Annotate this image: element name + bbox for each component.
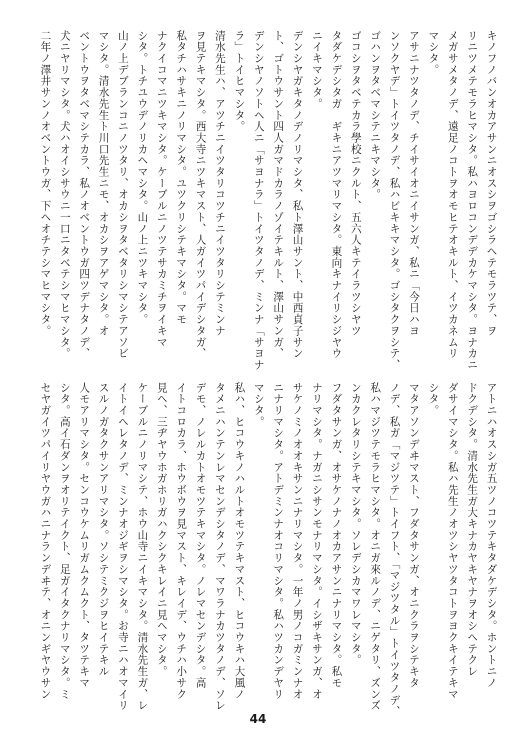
text-column: マシタ。 — [427, 30, 440, 76]
text-column: ゴハンヲタベマシテニキマシタ。 — [369, 30, 382, 201]
text-column: ニナリマシタ。アトデミンナオコリマシタ。私ハツカンデヤリ — [272, 382, 285, 700]
text-column: シタ。 — [427, 382, 440, 417]
text-column: ダサイマシタ。私ハ先生ノオツシヤツタコトヲヨクキイテキマ — [446, 382, 459, 700]
text-column: ベントウヲタベマシテカラ、私ノオベントウガ四ツデナタノデ、 — [78, 30, 91, 360]
text-column: タメニハンテンレマセンデシタノデ、マワラナカツタノデ、ソレ — [213, 382, 226, 712]
text-column: 私タチハサキニノリマシタ。ユツクリシテキマシタ。マモ — [175, 30, 188, 326]
text-column: シタ。トチユウデノリカヘマシタ。山ノ上ニツキマシタ。 — [136, 30, 149, 326]
text-column: ゴコシヲタベテカラ學校ニクルト、五六人キテイラツシヤツ — [349, 30, 362, 337]
text-column: ナリマシタ。ナガニシサンモナリマシタ。イシザキサンガ、オ — [310, 382, 323, 700]
text-column: キノフノバンオカアサンニオスシヲゴシラヘテモラツテ、ヲ — [485, 30, 498, 337]
text-column: スルノガタクサンアリマシタ。ソシテミクジヲヒイテキル — [97, 382, 110, 678]
text-column: 山ノ上デブランコニノツタリ、オカシヲタベタリシマシテアソビ — [116, 30, 129, 360]
text-column: マシタ。清水先生ト川口先生ニモ、オカシヲアゲマシタ。オ — [97, 30, 110, 337]
text-column: ドクデシタ。清水先生ガ大キナカヤキヤナヲオシヘテクレ — [466, 382, 479, 678]
text-column: ト、ゴトウサント四人ガマドカラノゾイテキルト、澤山サンガ、 — [272, 30, 285, 360]
text-column: 私ハ、ヒコウキノハルトオモツテキマスト、ヒコウキハ大風ノ — [233, 382, 246, 700]
page-number: 44 — [249, 712, 267, 726]
text-column: イトイヘレタノデ、ミンナオジギヲシマシタ。お寺ニハオマイリ — [116, 382, 129, 712]
text-column: ンカクレタリシテキマシタ。ソレデシカマワレマシタ。 — [349, 382, 362, 666]
text-column: メガサメタノデ、遠足ノコトヲオモヒテオキルト、イツカネムリ — [446, 30, 459, 360]
text-column: イトコロカラ、ホウボウヲ見マスト、キレイデ、ウチハ小サク — [175, 382, 188, 700]
text-column: ラ」トイヒマシタ。 — [233, 30, 246, 133]
text-column: ナクイコマニツキマシタ。ケーブルニノツテサカミチヲイキマ — [155, 30, 168, 348]
text-column: ニイキマシタ。 — [310, 30, 323, 110]
text-column: リニツメテモラヒマシタ。私ハヨロコンデデカケマシタ。ヨナカニ — [466, 30, 479, 371]
text-column: サケノミノオオキサンニナリマシタ。一年ノ男ノコガミンナオ — [291, 382, 304, 700]
text-column: デモ、ノレルカトオモツテキマシタ。ノレマセンデシタ。高 — [194, 382, 207, 689]
text-column: 二年ノ澤井サンノオベントウガ、下ヘオチテシマヒマシタ。 — [39, 30, 52, 337]
text-column: 清水先生ハ、アツチニイツタリコツチニイツタリシテミンナ — [213, 30, 226, 337]
text-column: ヲ見テキマシタ。西大寺ニツキマスト、人ガイツパイデシタガ、 — [194, 30, 207, 360]
text-column: アサニナツタノデ、チイサイオニイサンガ、私ニ「今日ハヨ — [407, 30, 420, 337]
text-column: マタアソンデヰマスト、フダタサンガ、オニクラヲシテキタ — [407, 382, 420, 689]
text-column: ノデ、私ガ「マジツテ」トイフト、「マジツタル」トイツタノデ、 — [388, 382, 401, 718]
text-column: 人モアリマシタ。センコウケムリガムクムクト、タツテキマ — [78, 382, 91, 689]
text-column: フダタサンガ、オサケノナノオカアサンニナリマシタ。私モ — [330, 382, 343, 689]
text-column: シタ。高イ石ダンヲオリテイクト、足ガイタクナリマシタ。ミ — [58, 382, 71, 700]
text-column: アトニハオスシガ五ツノコツテキタダケデシタ。ホントニノ — [485, 382, 498, 689]
text-column: セヤガイツパイリヤウガハニナランデヰテ、オニンギヤウサン — [39, 382, 52, 700]
text-column: 私ハマジツテモラヒマシタ。オニガ來ルノデ、ニゲタリ、ズンズ — [369, 382, 382, 712]
text-column: ンソクヤデ」トイツタノデ、私ハビキキマシタ。ゴシタクヲシテ、 — [388, 30, 401, 371]
text-column: デンシヤガキタノデノリマシタ、私ト澤山サント、中西貞子サン — [291, 30, 304, 360]
text-column: ケーブルニノリマシテ、ホウ山寺ニイキマシタ。清水先生ガ、レ — [136, 382, 149, 712]
text-column: マシタ。 — [252, 382, 265, 428]
text-column: 見ヘ、三ヂヤウホガホリガハクシクキレイニ見ヘマシタ。 — [155, 382, 168, 678]
text-column: デンシヤノソトヘ人ニ「サヨナラ」トイツタノデ、ミンナ「サヨナ — [252, 30, 265, 371]
text-column: タダケデシタガ ギキニアツマリマシタ。東向キナイリシジヤウ — [330, 30, 343, 360]
text-column: 犬ニヤリマシタ。犬ハオイシサウニ一口ニタベテシマヒマシタ。 — [58, 30, 71, 360]
